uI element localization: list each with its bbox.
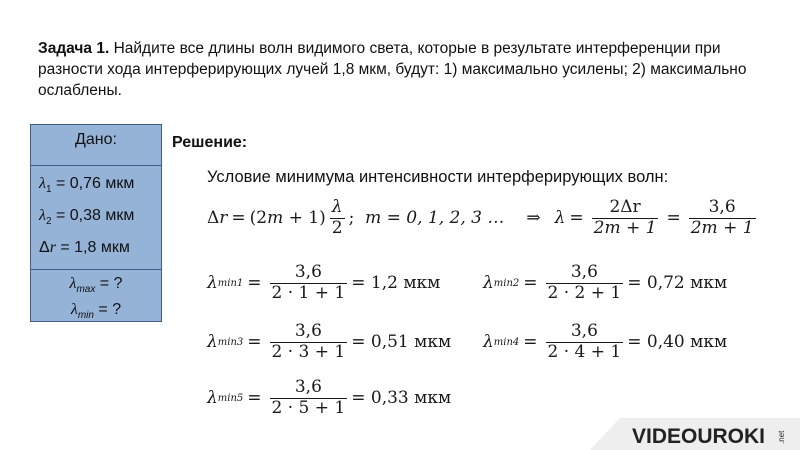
task-label: Задача 1.: [38, 40, 110, 57]
result-min4: λ min4 = $\frac{3,6}{2 \cdot 4 + 1}$ = 0,40 мкм: [483, 321, 728, 362]
given-divider-top: [31, 165, 161, 166]
given-divider-bottom: [31, 269, 161, 270]
eq-num2: 3,6: [708, 197, 736, 217]
given-title: Дано:: [75, 131, 117, 148]
m-values: m = 0, 1, 2, 3 …: [365, 208, 505, 229]
given-lambda1: $\lambda_1 = 0,76$ мкм: [39, 175, 135, 196]
eq-num1: 2Δr: [609, 197, 641, 217]
given-question-max: $\lambda_{max}$ = ?: [69, 275, 123, 296]
minimum-condition-equation: Δ r = (2 m + 1) $\frac{\lambda}{2}$ ; m = 0, 1, 2, 3 … ⇒ λ = $\frac{2\Delta r}{2m + 1}$ = $\frac{3,6}{2m + 1}$: [207, 197, 754, 238]
task-text: Найдите все длины волн видимого света, которые в результате интерференции при разности хода интерферирующих лучей 1,8 мкм, будут: 1) максимально усилены; 2) максимально ослаблены.: [38, 40, 747, 99]
logo-suffix: .net: [777, 430, 786, 444]
given-question-min: $\lambda_{min}$ = ?: [70, 301, 122, 322]
videouroki-logo: [570, 410, 800, 450]
logo-text: VIDEOUROKI: [632, 425, 766, 448]
result-min2: λ min2 = $\frac{3,6}{2 \cdot 2 + 1}$ = 0,72 мкм: [483, 262, 728, 303]
eq-den1: 2m + 1: [593, 217, 657, 238]
eq-den2: 2m + 1: [690, 217, 754, 238]
solution-title: Решение:: [172, 134, 248, 151]
given-lambda2: $\lambda_2 = 0,38$ мкм: [39, 207, 135, 228]
task-statement: [38, 38, 768, 101]
minimum-condition-text: Условие минимума интенсивности интерферирующих волн:: [207, 168, 669, 186]
result-min5: λ min5 = $\frac{3,6}{2 \cdot 5 + 1}$ = 0,33 мкм: [207, 377, 452, 418]
result-min1: λ min1 = $\frac{3,6}{2 \cdot 1 + 1}$ = 1,2 мкм: [207, 262, 441, 303]
given-box: [30, 124, 162, 322]
result-min3: λ min3 = $\frac{3,6}{2 \cdot 3 + 1}$ = 0,51 мкм: [207, 321, 452, 362]
given-delta-r: Δr = 1,8 мкм: [39, 239, 130, 256]
